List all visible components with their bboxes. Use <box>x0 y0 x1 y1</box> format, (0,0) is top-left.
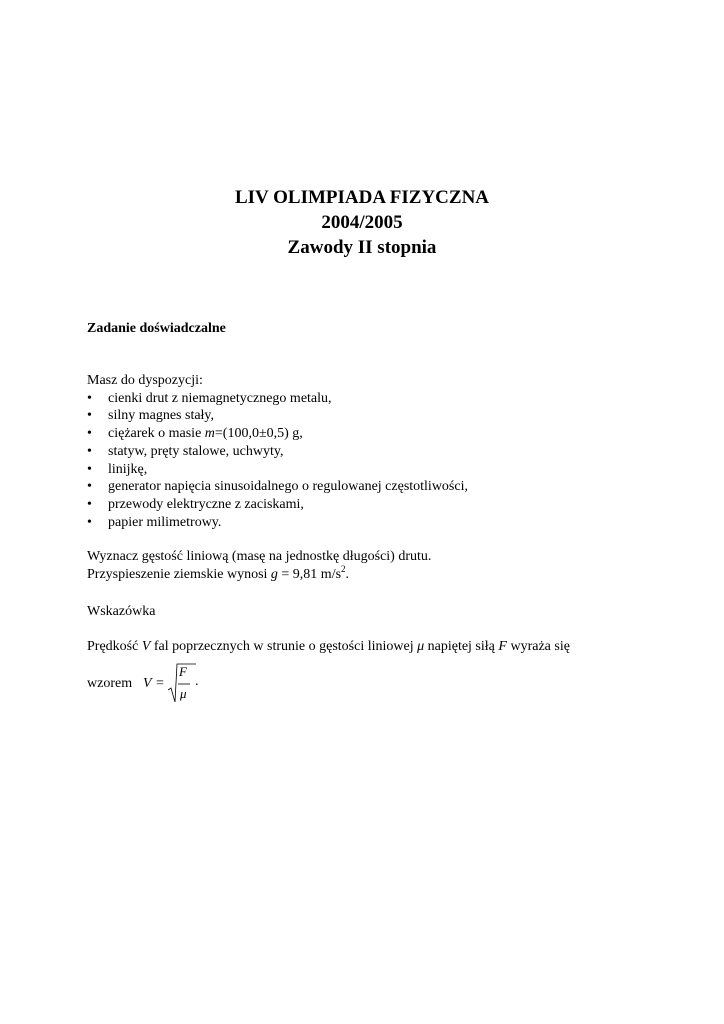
list-item: • cienki drut z niemagnetycznego metalu, <box>87 390 332 406</box>
bullet-icon: • <box>87 390 92 406</box>
density-variable: μ <box>417 639 425 655</box>
materials-intro: Masz do dyspozycji: <box>87 373 203 388</box>
formula-period: . <box>195 674 199 690</box>
bullet-icon: • <box>87 461 92 477</box>
instruction-text: Wyznacz gęstość liniową (masę na jednostkę długości) drutu. <box>87 549 432 565</box>
list-item: • ciężarek o masie m=(100,0±0,5) g, <box>87 426 303 442</box>
mass-value: =(100,0±0,5) g, <box>214 426 303 442</box>
bullet-icon: • <box>87 426 92 442</box>
velocity-variable: V <box>141 639 151 655</box>
list-item: • silny magnes stały, <box>87 408 215 424</box>
list-item: • generator napięcia sinusoidalnego o regulowanej częstotliwości, <box>87 479 468 495</box>
list-item: • statyw, pręty stalowe, uchwyty, <box>87 443 284 459</box>
list-item: • przewody elektryczne z zaciskami, <box>87 496 304 512</box>
list-item: • papier milimetrowy. <box>87 514 222 530</box>
document-title <box>0 185 724 260</box>
formula-numerator: F <box>179 664 187 680</box>
olympiad-name: LIV OLIMPIADA FIZYCZNA <box>234 187 490 208</box>
list-item: • linijkę, <box>87 461 148 477</box>
formula-row <box>87 662 647 706</box>
bullet-icon: • <box>87 496 92 512</box>
materials-list <box>87 390 647 532</box>
formula-velocity: V <box>143 676 152 692</box>
velocity-formula <box>143 662 213 706</box>
formula-denominator: μ <box>180 686 187 702</box>
formula-equals: = <box>156 676 164 692</box>
bullet-icon: • <box>87 479 92 495</box>
bullet-icon: • <box>87 514 92 530</box>
gravity-exponent: 2 <box>341 564 346 575</box>
task-content <box>87 372 647 706</box>
mass-variable: m <box>204 426 215 442</box>
formula-word: wzorem <box>87 676 133 692</box>
bullet-icon: • <box>87 443 92 459</box>
force-variable: F <box>498 639 507 655</box>
bullet-icon: • <box>87 408 92 424</box>
gravity-text: Przyspieszenie ziemskie wynosi g = 9,81 $m/s^2$. <box>87 564 350 583</box>
hint-label: Wskazówka <box>87 603 156 619</box>
section-heading: Zadanie doświadczalne <box>87 321 226 336</box>
school-year: 2004/2005 <box>321 212 403 233</box>
hint-text: Prędkość V fal poprzecznych w strunie o gęstości liniowej μ napiętej siłą F wyraża się <box>87 639 570 655</box>
gravity-variable: g <box>270 567 278 583</box>
competition-stage: Zawody II stopnia <box>287 237 437 258</box>
